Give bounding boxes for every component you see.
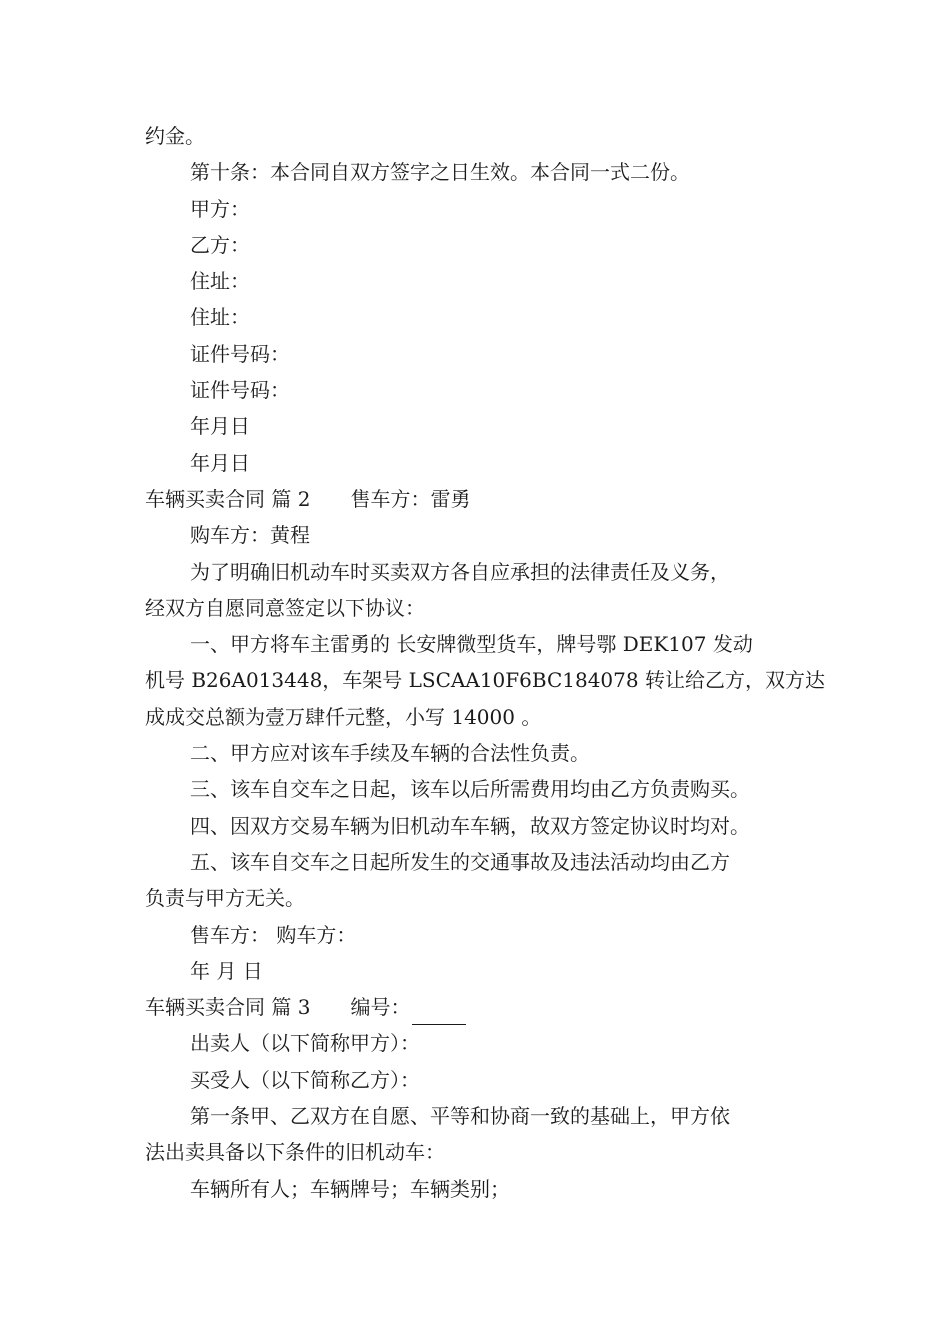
text-line: 机号 B26A013448，车架号 LSCAA10F6BC184078 转让给乙方，双方达	[145, 668, 825, 693]
text-line: 成成交总额为壹万肆仟元整，小写 14000 。	[145, 704, 542, 729]
text-line: 四、因双方交易车辆为旧机动车车辆，故双方签定协议时均对。	[190, 813, 750, 838]
text-line: 买受人（以下简称乙方）：	[190, 1067, 420, 1092]
text-line: 三、该车自交车之日起，该车以后所需费用均由乙方负责购买。	[190, 777, 750, 802]
section-heading-3	[145, 989, 810, 1025]
text-line: 乙方：	[190, 232, 250, 257]
document-page	[145, 118, 825, 1207]
text-line: 出卖人（以下简称甲方）：	[190, 1031, 420, 1056]
text-line: 负责与甲方无关。	[145, 886, 305, 911]
text-line: 一、甲方将车主雷勇的 长安牌微型货车，牌号鄂 DEK107 发动	[190, 632, 753, 657]
text-line: 年月日	[190, 414, 250, 439]
text-line: 购车方：黄程	[190, 523, 310, 548]
text-line: 年月日	[190, 450, 250, 475]
text-line: 住址：	[190, 269, 250, 294]
text-line: 车辆所有人；车辆牌号；车辆类别；	[190, 1176, 510, 1201]
text-line: 证件号码：	[190, 341, 290, 366]
text-line: 证件号码：	[190, 378, 290, 403]
heading-title: 车辆买卖合同 篇 3	[145, 995, 311, 1020]
text-line: 售车方： 购车方：	[190, 922, 357, 947]
text-line: 住址：	[190, 305, 250, 330]
text-line: 为了明确旧机动车时买卖双方各自应承担的法律责任及义务，	[190, 559, 730, 584]
number-blank	[412, 998, 466, 1025]
section-heading-2	[145, 481, 810, 517]
text-line: 经双方自愿同意签定以下协议：	[145, 595, 425, 620]
text-line: 第十条：本合同自双方签字之日生效。本合同一式二份。	[190, 160, 690, 185]
number-label: 编号：	[350, 995, 411, 1020]
text-line: 年 月 日	[190, 958, 263, 983]
text-line: 法出卖具备以下条件的旧机动车：	[145, 1140, 445, 1165]
text-line: 第一条甲、乙双方在自愿、平等和协商一致的基础上，甲方依	[190, 1104, 730, 1129]
text-line: 二、甲方应对该车手续及车辆的合法性负责。	[190, 741, 590, 766]
heading-title: 车辆买卖合同 篇 2	[145, 486, 311, 511]
text-line: 约金。	[145, 124, 205, 148]
text-line: 甲方：	[190, 196, 250, 221]
text-line: 五、该车自交车之日起所发生的交通事故及违法活动均由乙方	[190, 849, 730, 874]
seller-name: 售车方：雷勇	[350, 486, 471, 511]
